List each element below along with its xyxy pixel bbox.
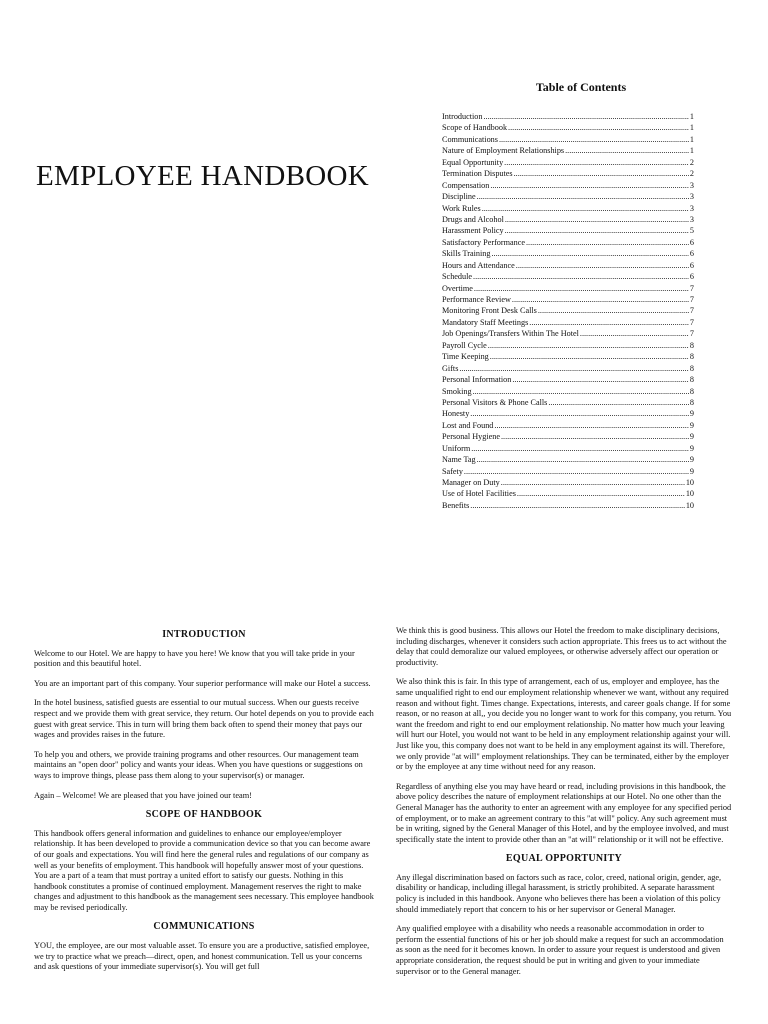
toc-entry: [442, 305, 694, 316]
toc-entry: [442, 386, 694, 397]
toc-leader-dots: [473, 271, 689, 282]
toc-leader-dots: [501, 431, 689, 442]
toc-entry: [442, 122, 694, 133]
introduction-paragraph: To help you and others, we provide training programs and other resources. Our management team maintains an "open door" policy and wants your ideas. When you have questions or suggestions on ways to improve things, please pass them along to your supervisor(s) or manager.: [34, 749, 363, 780]
toc-entry: [442, 374, 694, 385]
toc-entry-page: 6: [689, 237, 694, 247]
toc-entry-label: Harassment Policy: [442, 226, 504, 236]
toc-entry-page: 1: [689, 146, 694, 156]
toc-entry: [442, 477, 694, 488]
toc-entry-label: Nature of Employment Relationships: [442, 146, 565, 156]
toc-entry-label: Monitoring Front Desk Calls: [442, 306, 537, 316]
toc-leader-dots: [474, 283, 689, 294]
toc-entry: [442, 168, 694, 179]
toc-entry: [442, 203, 694, 214]
toc-entry-page: 6: [689, 272, 694, 282]
toc-entry: [442, 111, 694, 122]
toc-entry: [442, 363, 694, 374]
toc-entry: [442, 408, 694, 419]
toc-entry: [442, 191, 694, 202]
document-title: EMPLOYEE HANDBOOK: [36, 160, 369, 192]
toc-entry: [442, 260, 694, 271]
toc-entry-label: Satisfactory Performance: [442, 237, 525, 247]
toc-entry-page: 6: [689, 260, 694, 270]
toc-leader-dots: [464, 466, 689, 477]
toc-entry-label: Name Tag: [442, 455, 476, 465]
toc-leader-dots: [473, 386, 689, 397]
nature-paragraph: We also think this is fair. In this type of arrangement, each of us, employer and employee, has the same unqualified right to end our employment relationship whenever we want, without any required reason and without fight. Times change. Expectations, interests, and career goals change. If for some reason, or no reason at all,, you decide you no longer want to work for this company, you return. You want the freedom and right to end our employment relationship. No matter how much your leaving will hurt our Hotel, you would not want to be held in any employment relationship against your will. Just like you, this company does not want to be held in any employment against its will. Therefore, we only provide "at will" employment relationships. They can be terminated, either by the employer or by the employee at any time without need for any reason.: [396, 677, 732, 772]
toc-leader-dots: [477, 191, 689, 202]
communications-paragraph: YOU, the employee, are our most valuable asset. To ensure you are a productive, satisfied employee, we try to practice what we preach—direct, open, and honest communication. Tell us your concerns and ask questions of your immediate supervisor(s). You will get full: [34, 941, 370, 972]
nature-paragraph: Regardless of anything else you may have heard or read, including provisions in this handbook, the above policy describes the nature of employment relationships at our Hotel. No one other than the General Manager has the authority to enter an agreement with any employee for any specified period of employment, or to make an agreement contrary to this "at will" policy. Any such agreement must be in writing, signed by the General Manager of this Hotel, and by the employee involved, and must specifically state the intent to provide other than an "at will" relationship or it will not be effective.: [396, 781, 732, 844]
table-of-contents: [442, 80, 694, 511]
introduction-paragraph: Again – Welcome! We are pleased that you have joined our team!: [34, 790, 252, 800]
toc-entry-label: Uniform: [442, 443, 471, 453]
toc-entry-page: 9: [689, 443, 694, 453]
toc-leader-dots: [483, 111, 688, 122]
toc-entry-page: 8: [689, 375, 694, 385]
toc-leader-dots: [470, 500, 685, 511]
toc-entry-page: 9: [689, 409, 694, 419]
toc-entry: [442, 134, 694, 145]
toc-leader-dots: [580, 328, 689, 339]
toc-entry-label: Schedule: [442, 272, 473, 282]
toc-entry-label: Personal Visitors & Phone Calls: [442, 397, 548, 407]
toc-entry: [442, 145, 694, 156]
toc-entry-label: Honesty: [442, 409, 470, 419]
toc-leader-dots: [490, 351, 689, 362]
equal-opportunity-paragraph: Any qualified employee with a disability who needs a reasonable accommodation in order to perform the essential functions of his or her job should make a request for such an accommodation as soon as the need for it becomes known. In order to assure your request is understood and given appropriate consideration, the request should be put in writing and given to your immediate supervisor or to the General manager.: [396, 924, 724, 976]
toc-entry: [442, 180, 694, 191]
toc-entry-label: Personal Information: [442, 375, 512, 385]
toc-entry: [442, 340, 694, 351]
toc-leader-dots: [505, 225, 689, 236]
toc-leader-dots: [505, 214, 689, 225]
toc-entry-page: 10: [685, 489, 694, 499]
toc-leader-dots: [504, 157, 689, 168]
toc-entry: [442, 397, 694, 408]
toc-entry-page: 2: [689, 169, 694, 179]
toc-entry-label: Gifts: [442, 363, 459, 373]
toc-entry: [442, 248, 694, 259]
introduction-paragraph: You are an important part of this company. Your superior performance will make our Hotel a success.: [34, 678, 371, 688]
toc-entry-label: Skills Training: [442, 249, 491, 259]
toc-leader-dots: [565, 145, 689, 156]
toc-entry-page: 7: [689, 283, 694, 293]
equal-opportunity-paragraph: Any illegal discrimination based on factors such as race, color, creed, national origin, gender, age, disability or handicap, including illegal harassment, is strictly prohibited. A separate harassment policy is included in this handbook. Anyone who believes there has been a violation of this policy should immediately report that concern to his or her supervisor or General Manager.: [396, 872, 722, 914]
toc-leader-dots: [494, 420, 689, 431]
toc-entry: [442, 420, 694, 431]
toc-entry: [442, 454, 694, 465]
toc-leader-dots: [459, 363, 689, 374]
toc-leader-dots: [477, 454, 689, 465]
toc-leader-dots: [548, 397, 689, 408]
toc-leader-dots: [488, 340, 689, 351]
toc-entry: [442, 466, 694, 477]
toc-entry-label: Lost and Found: [442, 420, 494, 430]
toc-entry-page: 8: [689, 363, 694, 373]
toc-leader-dots: [482, 203, 689, 214]
toc-leader-dots: [538, 305, 689, 316]
toc-leader-dots: [470, 408, 689, 419]
toc-entry-page: 9: [689, 455, 694, 465]
toc-entry-page: 9: [689, 420, 694, 430]
toc-leader-dots: [516, 260, 689, 271]
toc-entry-label: Introduction: [442, 112, 483, 121]
toc-entry-label: Use of Hotel Facilities: [442, 489, 516, 499]
toc-entry-page: 7: [689, 329, 694, 339]
toc-entry: [442, 351, 694, 362]
toc-entry-label: Hours and Attendance: [442, 260, 515, 270]
toc-entry-label: Mandatory Staff Meetings: [442, 317, 529, 327]
toc-leader-dots: [471, 443, 689, 454]
toc-entry-label: Communications: [442, 134, 498, 144]
toc-entry-label: Safety: [442, 466, 463, 476]
toc-entry-label: Time Keeping: [442, 352, 489, 362]
toc-entry-page: 10: [685, 478, 694, 487]
introduction-paragraph: Welcome to our Hotel. We are happy to have you here! We know that you will take pride in your position and this beautiful hotel.: [34, 648, 355, 669]
toc-list: [442, 111, 694, 511]
toc-entry-page: 10: [685, 500, 694, 510]
communications-heading: COMMUNICATIONS: [153, 921, 255, 933]
toc-entry-page: 3: [689, 214, 694, 224]
toc-entry-label: Personal Hygiene: [442, 432, 500, 442]
toc-entry: [442, 328, 694, 339]
toc-entry-page: 6: [689, 249, 694, 259]
introduction-paragraph: In the hotel business, satisfied guests are essential to our mutual success. When our guests receive respect and we provide them with great service, they return. Our hotel depends on you to provide each guest with great service. This in turn will bring them back often to spend their money that pays our wages and provides raises in the future.: [34, 698, 374, 740]
toc-entry-label: Overtime: [442, 283, 473, 293]
toc-entry: [442, 225, 694, 236]
toc-entry: [442, 443, 694, 454]
toc-entry: [442, 294, 694, 305]
nature-paragraph: We think this is good business. This allows our Hotel the freedom to make disciplinary decisions, including discharges, whenever it considers such action appropriate. This frees us to act without the delay that could demoralize our valued employees, or otherwise adversely affect our operation or productivity.: [396, 626, 727, 667]
toc-entry-page: 1: [689, 112, 694, 121]
toc-entry-page: 1: [689, 134, 694, 144]
toc-entry: [442, 317, 694, 328]
toc-entry: [442, 157, 694, 168]
toc-entry-page: 8: [689, 340, 694, 350]
toc-leader-dots: [514, 168, 689, 179]
toc-entry-page: 7: [689, 306, 694, 316]
toc-entry-page: 5: [689, 226, 694, 236]
scope-heading: SCOPE OF HANDBOOK: [145, 809, 263, 821]
toc-leader-dots: [508, 122, 689, 133]
toc-entry-page: 7: [689, 317, 694, 327]
toc-entry: [442, 283, 694, 294]
toc-entry-page: 8: [689, 397, 694, 407]
scope-paragraph: This handbook offers general information and guidelines to enhance our employee/employer relationship. It has been developed to provide a communication device so that you can become aware of our goals and expectations. You will find here the general rules and regulations of our company as well as your benefits of employment. This handbook will hopefully answer most of your questions. You are a part of a team that must portray a united effort to satisfy our guests. Nothing in this handbook constitutes a promise of continued employment. Management reserves the right to make changes and adjustment to this handbook as the management sees necessary. This employee handbook may be revised periodically.: [34, 828, 374, 912]
toc-leader-dots: [512, 374, 689, 385]
toc-entry-page: 8: [689, 386, 694, 396]
toc-leader-dots: [501, 477, 685, 488]
toc-entry-page: 3: [689, 203, 694, 213]
toc-entry-label: Equal Opportunity: [442, 157, 504, 167]
toc-entry-label: Compensation: [442, 180, 490, 190]
toc-entry-label: Drugs and Alcohol: [442, 214, 504, 224]
toc-entry-page: 3: [689, 180, 694, 190]
toc-entry-label: Discipline: [442, 192, 476, 202]
toc-entry-label: Termination Disputes: [442, 169, 513, 179]
toc-entry-label: Performance Review: [442, 295, 511, 304]
toc-entry-label: Job Openings/Transfers Within The Hotel: [442, 329, 579, 339]
toc-entry-page: 3: [689, 192, 694, 202]
toc-entry: [442, 488, 694, 499]
toc-entry: [442, 271, 694, 282]
left-column: [34, 626, 374, 982]
toc-entry-page: 9: [689, 466, 694, 476]
toc-heading: Table of Contents: [535, 80, 627, 94]
toc-entry-page: 9: [689, 432, 694, 442]
toc-entry-label: Scope of Handbook: [442, 123, 508, 133]
toc-entry-page: 8: [689, 352, 694, 362]
toc-entry-label: Benefits: [442, 500, 470, 510]
toc-leader-dots: [526, 237, 689, 248]
toc-entry: [442, 431, 694, 442]
toc-leader-dots: [491, 248, 688, 259]
toc-entry: [442, 214, 694, 225]
toc-leader-dots: [512, 294, 689, 305]
introduction-heading: INTRODUCTION: [162, 629, 246, 640]
right-column: [396, 626, 732, 986]
equal-opportunity-heading: EQUAL OPPORTUNITY: [505, 853, 623, 865]
toc-leader-dots: [499, 134, 689, 145]
toc-entry-page: 1: [689, 123, 694, 133]
toc-leader-dots: [517, 488, 685, 499]
toc-leader-dots: [490, 180, 689, 191]
toc-entry-page: 2: [689, 157, 694, 167]
toc-entry: [442, 500, 694, 511]
toc-entry-page: 7: [689, 295, 694, 304]
toc-entry-label: Work Rules: [442, 203, 481, 213]
toc-entry-label: Payroll Cycle: [442, 340, 487, 350]
toc-entry: [442, 237, 694, 248]
toc-entry-label: Manager on Duty: [442, 478, 500, 487]
toc-entry-label: Smoking: [442, 386, 472, 396]
toc-leader-dots: [529, 317, 689, 328]
